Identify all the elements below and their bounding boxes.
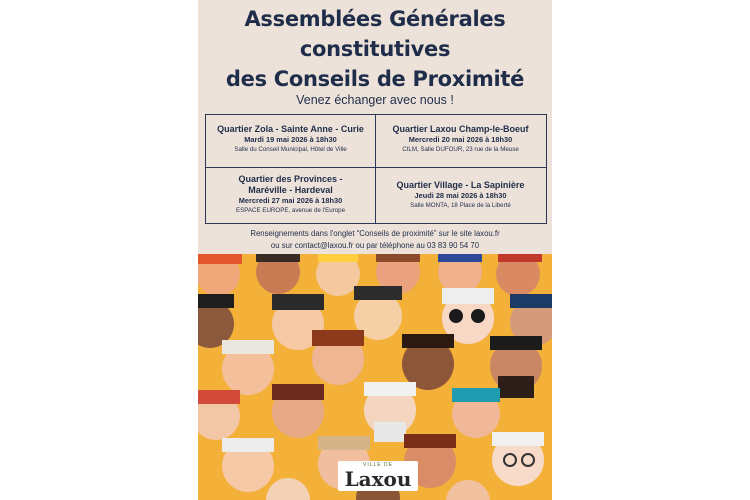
poster-subtitle: Venez échanger avec nous ! [296, 93, 454, 107]
event-date: Mardi 19 mai 2026 à 18h30 [244, 135, 337, 144]
title-line-1: Assemblées Générales [244, 7, 506, 31]
event-place: CILM, Salle DUFOUR, 23 rue de la Meuse [402, 146, 519, 153]
event-date: Mercredi 27 mai 2026 à 18h30 [238, 196, 343, 205]
event-cell-champ-le-boeuf [376, 124, 545, 154]
logo-main-text: Laxou [344, 467, 412, 491]
title-line-3: des Conseils de Proximité [225, 67, 525, 91]
event-cell-zola [206, 124, 375, 154]
logo-small-text: VILLE DE [363, 462, 393, 468]
events-grid [205, 114, 547, 224]
event-place: Salle MONTA, 18 Place de la Liberté [410, 202, 511, 209]
contact-info [198, 228, 552, 252]
event-quartier-line-1: Quartier des Provinces - [238, 174, 343, 184]
event-quartier: Quartier Village - La Sapinière [396, 180, 525, 190]
poster [198, 0, 552, 500]
event-cell-provinces [206, 174, 375, 215]
event-date: Mercredi 20 mai 2026 à 18h30 [408, 135, 513, 144]
grid-divider-horizontal [206, 167, 546, 168]
laxou-logo [338, 461, 418, 491]
contact-info-line-2: ou sur contact@laxou.fr ou par téléphone au 03 83 90 54 70 [270, 241, 480, 250]
event-cell-village [376, 180, 545, 210]
event-quartier-line-2: Maréville - Hardeval [248, 185, 333, 195]
event-place: Salle du Conseil Municipal, Hôtel de Ville [234, 146, 347, 153]
title-line-2: constitutives [299, 37, 451, 61]
poster-title [198, 4, 552, 94]
event-quartier: Quartier Zola - Sainte Anne - Curie [217, 124, 364, 134]
event-date: Jeudi 28 mai 2026 à 18h30 [414, 191, 507, 200]
event-quartier: Quartier Laxou Champ-le-Boeuf [392, 124, 529, 134]
event-place: ESPACE EUROPE, avenue de l'Europe [235, 207, 346, 214]
contact-info-line-1: Renseignements dans l'onglet “Conseils de proximité” sur le site laxou.fr [250, 229, 500, 238]
